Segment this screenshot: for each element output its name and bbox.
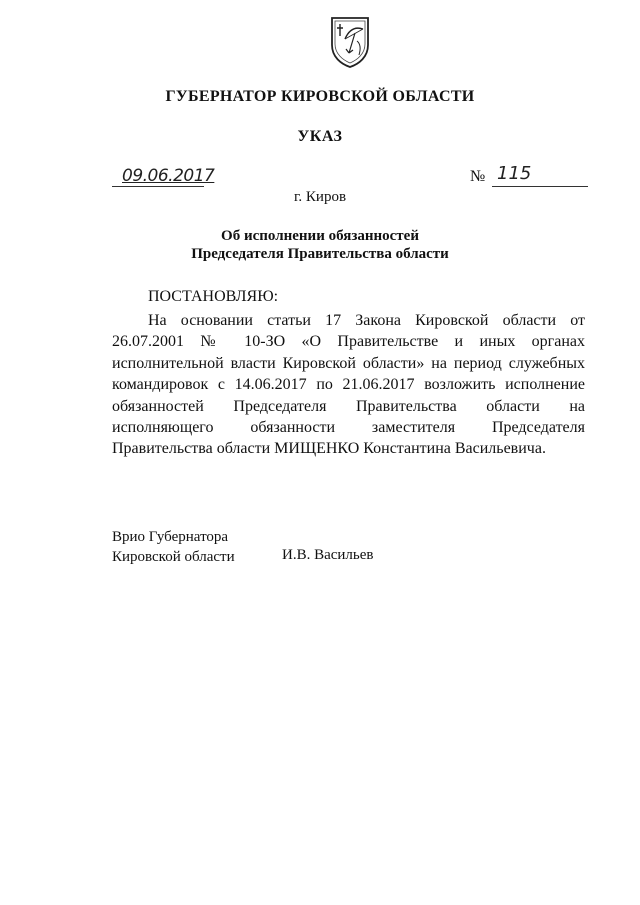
document-type: УКАЗ <box>297 128 343 145</box>
date-underline <box>112 186 204 187</box>
signatory-title-line-1: Врио Губернатора <box>112 529 229 545</box>
signatory-title <box>112 527 235 567</box>
document-date: 09.06.2017 <box>122 166 215 186</box>
title-line-2: Председателя Правительства области <box>191 246 449 262</box>
document-title <box>0 227 640 263</box>
issuing-authority: ГУБЕРНАТОР КИРОВСКОЙ ОБЛАСТИ <box>165 88 475 105</box>
kirov-oblast-coat-of-arms-icon <box>329 15 371 69</box>
decree-keyword: ПОСТАНОВЛЯЮ: <box>148 288 279 305</box>
document-number: 115 <box>497 163 532 184</box>
title-line-1: Об исполнении обязанностей <box>221 228 419 244</box>
signatory-title-line-2: Кировской области <box>112 549 235 565</box>
decree-paragraph: На основании статьи 17 Закона Кировской области от 26.07.2001 № 10-ЗО «О Правительстве и иных органах исполнительной власти Кировской области» на период служебных командировок с 14.06.2017 по 21.06.2017 возложить исполнение обязанностей Председателя Правительства области на исполняющего обязанности заместителя Председателя Правительства области МИЩЕНКО Константина Васильевича. <box>112 312 585 458</box>
document-number-label: № <box>470 168 486 185</box>
issue-city: г. Киров <box>293 189 347 205</box>
signatory-name: И.В. Васильев <box>282 547 374 563</box>
number-underline <box>492 186 588 187</box>
